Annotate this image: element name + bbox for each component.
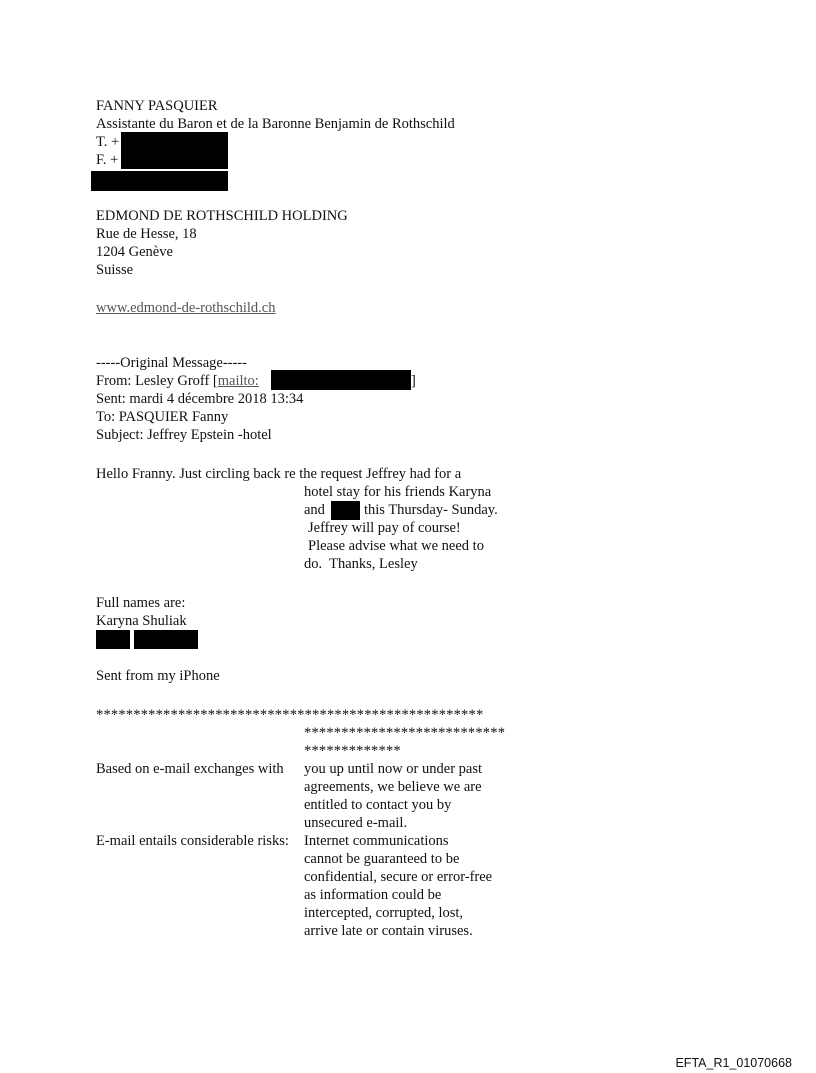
sender-name: FANNY PASQUIER — [96, 98, 218, 114]
friend-name-redaction — [331, 501, 360, 520]
company-country: Suisse — [96, 262, 134, 278]
from-email-redaction — [271, 370, 411, 390]
phone-label: T. + — [96, 134, 120, 150]
disclaimer-p1-line-2: agreements, we believe we are — [304, 779, 482, 795]
disclaimer-p1-line-4: unsecured e-mail. — [304, 815, 408, 831]
disclaimer-p2-line-6: arrive late or contain viruses. — [304, 923, 473, 939]
disclaimer-p2-line-3: confidential, secure or error-free — [304, 869, 493, 885]
full-name-2-redaction-last — [134, 630, 198, 649]
sender-title: Assistante du Baron et de la Baronne Benjamin de Rothschild — [96, 116, 455, 132]
disclaimer-p1-label: Based on e-mail exchanges with — [96, 761, 284, 777]
disclaimer-p1-line-3: entitled to contact you by — [304, 797, 452, 813]
email-redaction — [91, 171, 228, 191]
disclaimer-stars-3: ************* — [304, 743, 401, 759]
body-line-5: Please advise what we need to — [308, 538, 484, 554]
company-name: EDMOND DE ROTHSCHILD HOLDING — [96, 208, 348, 224]
disclaimer-p1-line-1: you up until now or under past — [304, 761, 483, 777]
full-name-2-redaction-first — [96, 630, 130, 649]
sent-line: Sent: mardi 4 décembre 2018 13:34 — [96, 391, 304, 407]
phone-redaction — [121, 132, 228, 151]
disclaimer-p2-line-2: cannot be guaranteed to be — [304, 851, 460, 867]
body-line-1: Hello Franny. Just circling back re the request Jeffrey had for a — [96, 466, 462, 482]
disclaimer-p2-line-1: Internet communications — [304, 833, 449, 849]
from-suffix: ] — [411, 373, 416, 389]
disclaimer-p2-line-4: as information could be — [304, 887, 442, 903]
fax-label: F. + — [96, 152, 119, 168]
from-prefix: From: Lesley Groff [ — [96, 373, 218, 389]
signoff: Sent from my iPhone — [96, 668, 220, 684]
subject-line: Subject: Jeffrey Epstein -hotel — [96, 427, 272, 443]
body-line-3a: and — [304, 502, 325, 518]
disclaimer-p2-line-5: intercepted, corrupted, lost, — [304, 905, 464, 921]
disclaimer-stars-2: *************************** — [304, 725, 506, 741]
to-line: To: PASQUIER Fanny — [96, 409, 229, 425]
body-line-2: hotel stay for his friends Karyna — [304, 484, 492, 500]
mailto-link[interactable]: mailto: — [217, 373, 259, 389]
full-name-1: Karyna Shuliak — [96, 613, 187, 629]
original-message-separator: -----Original Message----- — [96, 355, 247, 371]
company-website-link[interactable]: www.edmond-de-rothschild.ch — [96, 300, 276, 316]
disclaimer-p2-label: E-mail entails considerable risks: — [96, 833, 289, 849]
full-names-label: Full names are: — [96, 595, 186, 611]
body-line-4: Jeffrey will pay of course! — [308, 520, 461, 536]
document-id: EFTA_R1_01070668 — [675, 1056, 792, 1070]
body-line-6: do. Thanks, Lesley — [304, 556, 418, 572]
from-line — [96, 372, 259, 390]
body-line-3b: this Thursday- Sunday. — [364, 502, 498, 518]
fax-redaction — [121, 150, 228, 169]
disclaimer-stars-1: **************************************************** — [96, 707, 484, 723]
company-street: Rue de Hesse, 18 — [96, 226, 197, 242]
company-city: 1204 Genève — [96, 244, 173, 260]
